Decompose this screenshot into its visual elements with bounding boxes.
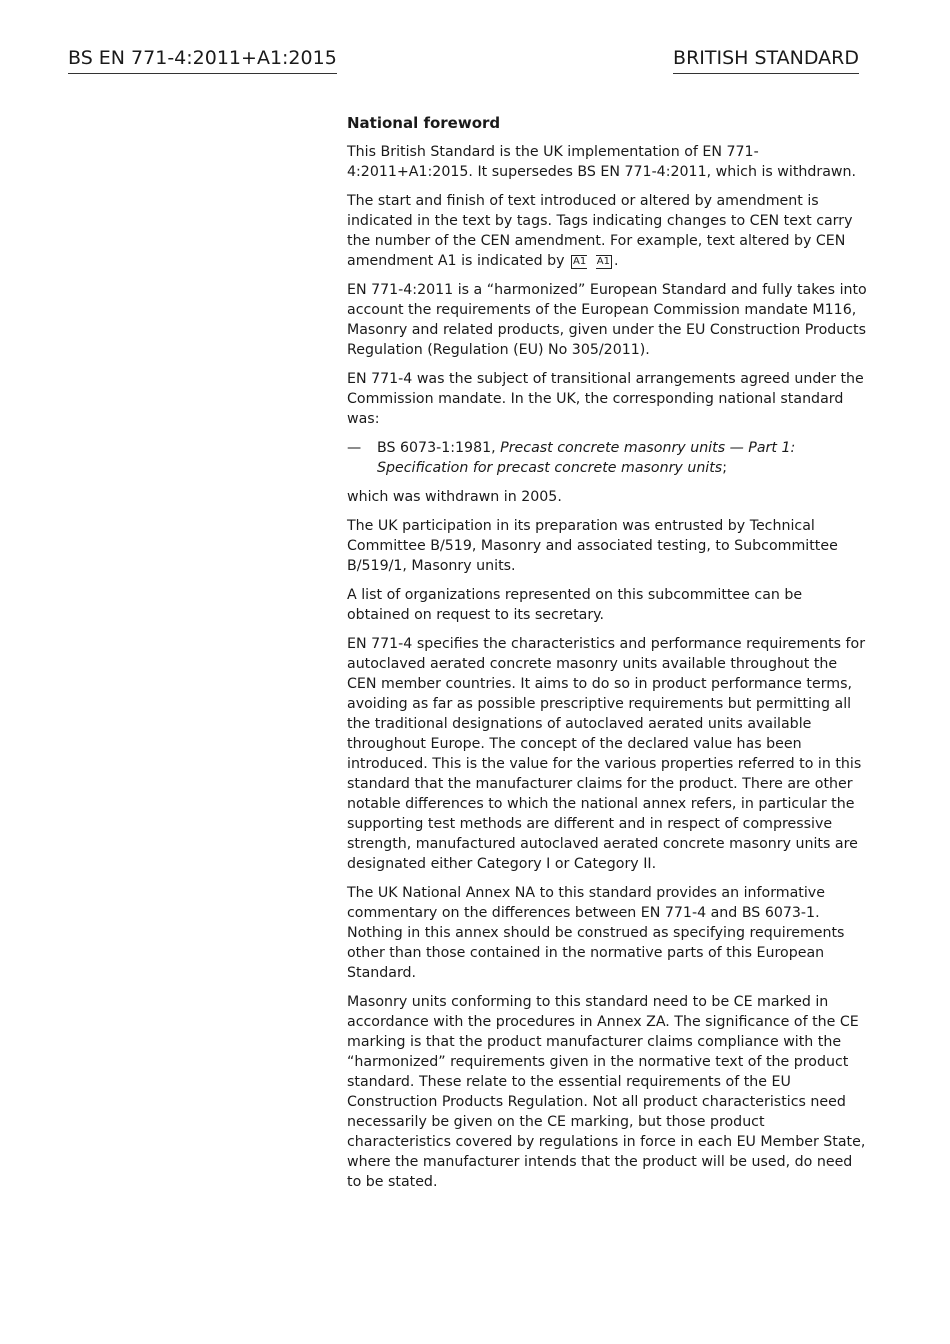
paragraph-withdrawn: which was withdrawn in 2005.	[347, 489, 562, 505]
list-item-title: Precast concrete masonry units — Part 1: Specification for precast concrete masonry units	[377, 440, 796, 476]
paragraph-amendment-tags: The start and finish of text introduced or altered by amendment is indicated in the text by tags. Tags indicating changes to CEN text carry the number of the CEN amendment. For example, text altered by CEN amendment A1 is indicated by A1 A1 .	[347, 193, 853, 269]
paragraph-committee: The UK participation in its preparation was entrusted by Technical Committee B/519, Masonry and associated testing, to Subcommittee B/519/1, Masonry units.	[347, 518, 838, 574]
paragraph-ce-marking: Masonry units conforming to this standard need to be CE marked in accordance with the procedures in Annex ZA. The significance of the CE marking is that the product manufacturer claims compliance with the “harmonized” requirements given in the normative text of the product standard. These relate to the essential requirements of the EU Construction Products Regulation. Not all product characteristics need necessarily be given on the CE marking, but those product characteristics covered by regulations in force in each EU Member State, where the manufacturer intends that the product will be used, do need to be stated.	[347, 994, 866, 1190]
national-foreword-section	[347, 113, 867, 1201]
document-code-header: BS EN 771-4:2011+A1:2015	[68, 46, 337, 74]
section-title: National foreword	[347, 114, 501, 132]
list-item-text	[377, 438, 867, 478]
paragraph-organizations: A list of organizations represented on this subcommittee can be obtained on request to its secretary.	[347, 587, 803, 623]
amendment-end-tag-icon: A1	[596, 256, 610, 267]
paragraph-implementation: This British Standard is the UK implementation of EN 771-4:2011+A1:2015. It supersedes BS EN 771-4:2011, which is withdrawn.	[347, 144, 857, 180]
list-item-suffix: ;	[722, 460, 727, 476]
paragraph-specification: EN 771-4 specifies the characteristics and performance requirements for autoclaved aerated concrete masonry units available throughout the CEN member countries. It aims to do so in product performance terms, avoiding as far as possible prescriptive requirements but permitting all the traditional designations of autoclaved aerated units available throughout Europe. The concept of the declared value has been introduced. This is the value for the various properties referred to in this standard that the manufacturer claims for the product. There are other notable differences to which the national annex refers, in particular the supporting test methods are different and in respect of compressive strength, manufactured autoclaved aerated concrete masonry units are designated either Category I or Category II.	[347, 636, 866, 872]
paragraph-national-annex: The UK National Annex NA to this standard provides an informative commentary on the differences between EN 771-4 and BS 6073-1. Nothing in this annex should be construed as specifying requirements other than those contained in the normative parts of this European Standard.	[347, 885, 845, 981]
list-item-prefix: BS 6073-1:1981,	[377, 440, 501, 456]
paragraph-harmonized: EN 771-4:2011 is a “harmonized” European Standard and fully takes into account the requirements of the European Commission mandate M116, Masonry and related products, given under the EU Construction Products Regulation (Regulation (EU) No 305/2011).	[347, 282, 867, 358]
list-item	[347, 438, 867, 478]
list-dash: —	[347, 440, 362, 456]
amendment-tags-text: The start and finish of text introduced or altered by amendment is indicated in the text by tags. Tags indicating changes to CEN text carry the number of the CEN amendment. For example, text altered by CEN amendment A1 is indicated by	[347, 193, 853, 269]
paragraph-transitional: EN 771-4 was the subject of transitional arrangements agreed under the Commission mandate. In the UK, the corresponding national standard was:	[347, 371, 864, 427]
amendment-start-tag-icon: A1	[573, 256, 587, 267]
standard-type-header: BRITISH STANDARD	[673, 46, 859, 74]
